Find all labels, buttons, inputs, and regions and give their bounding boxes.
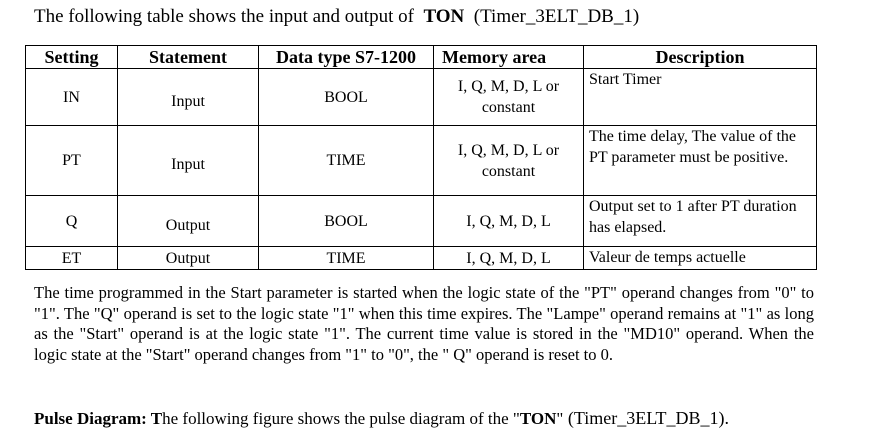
cell-datatype: BOOL xyxy=(259,196,434,247)
cell-description: Valeur de temps actuelle xyxy=(584,247,817,270)
cell-statement: Input xyxy=(118,69,259,126)
cell-memory: I, Q, M, D, L xyxy=(434,247,584,270)
cell-statement: Input xyxy=(118,126,259,196)
header-setting: Setting xyxy=(26,46,118,69)
table-row xyxy=(26,247,817,270)
cell-setting: IN xyxy=(26,69,118,126)
cell-description: Start Timer xyxy=(584,69,817,126)
cell-setting: ET xyxy=(26,247,118,270)
cell-setting: PT xyxy=(26,126,118,196)
pulse-label: Pulse Diagram: T xyxy=(34,409,163,428)
table-header-row xyxy=(26,46,817,69)
cell-description: The time delay, The value of the PT parameter must be positive. xyxy=(584,126,817,196)
cell-datatype: BOOL xyxy=(259,69,434,126)
header-datatype: Data type S7-1200 xyxy=(259,46,434,69)
header-description: Description xyxy=(584,46,817,69)
cell-statement: Output xyxy=(118,247,259,270)
intro-line xyxy=(34,6,639,28)
table-row xyxy=(26,196,817,247)
pulse-diagram-line xyxy=(34,408,729,429)
cell-memory: I, Q, M, D, L or constant xyxy=(434,126,584,196)
cell-memory: I, Q, M, D, L or constant xyxy=(434,69,584,126)
header-memory: Memory area xyxy=(434,46,584,69)
intro-text: The following table shows the input and output of xyxy=(34,6,414,27)
pulse-text: he following figure shows the pulse diagram of the " xyxy=(162,409,520,428)
parameter-table xyxy=(25,45,817,270)
table-row xyxy=(26,126,817,196)
cell-description: Output set to 1 after PT duration has elapsed. xyxy=(584,196,817,247)
intro-block-ref: (Timer_3ELT_DB_1) xyxy=(473,6,640,27)
header-statement: Statement xyxy=(118,46,259,69)
cell-setting: Q xyxy=(26,196,118,247)
pulse-quote: " xyxy=(556,409,564,428)
table-row xyxy=(26,69,817,126)
cell-statement: Output xyxy=(118,196,259,247)
explanation-paragraph: The time programmed in the Start parameter is started when the logic state of the "PT" operand changes from "0" to "1". The "Q" operand is set to the logic state "1" when this time expires. The "Lampe" operand remains at "1" as long as the "Start" operand is at the logic state "1". The current time value is stored in the "MD10" operand. When the logic state at the "Start" operand changes from "1" to "0", the " Q" operand is reset to 0. xyxy=(34,283,814,364)
pulse-block-ref: (Timer_3ELT_DB_1). xyxy=(563,408,730,428)
pulse-block-name: TON xyxy=(519,409,557,428)
intro-block-name: TON xyxy=(423,6,465,27)
cell-datatype: TIME xyxy=(259,247,434,270)
cell-memory: I, Q, M, D, L xyxy=(434,196,584,247)
cell-datatype: TIME xyxy=(259,126,434,196)
